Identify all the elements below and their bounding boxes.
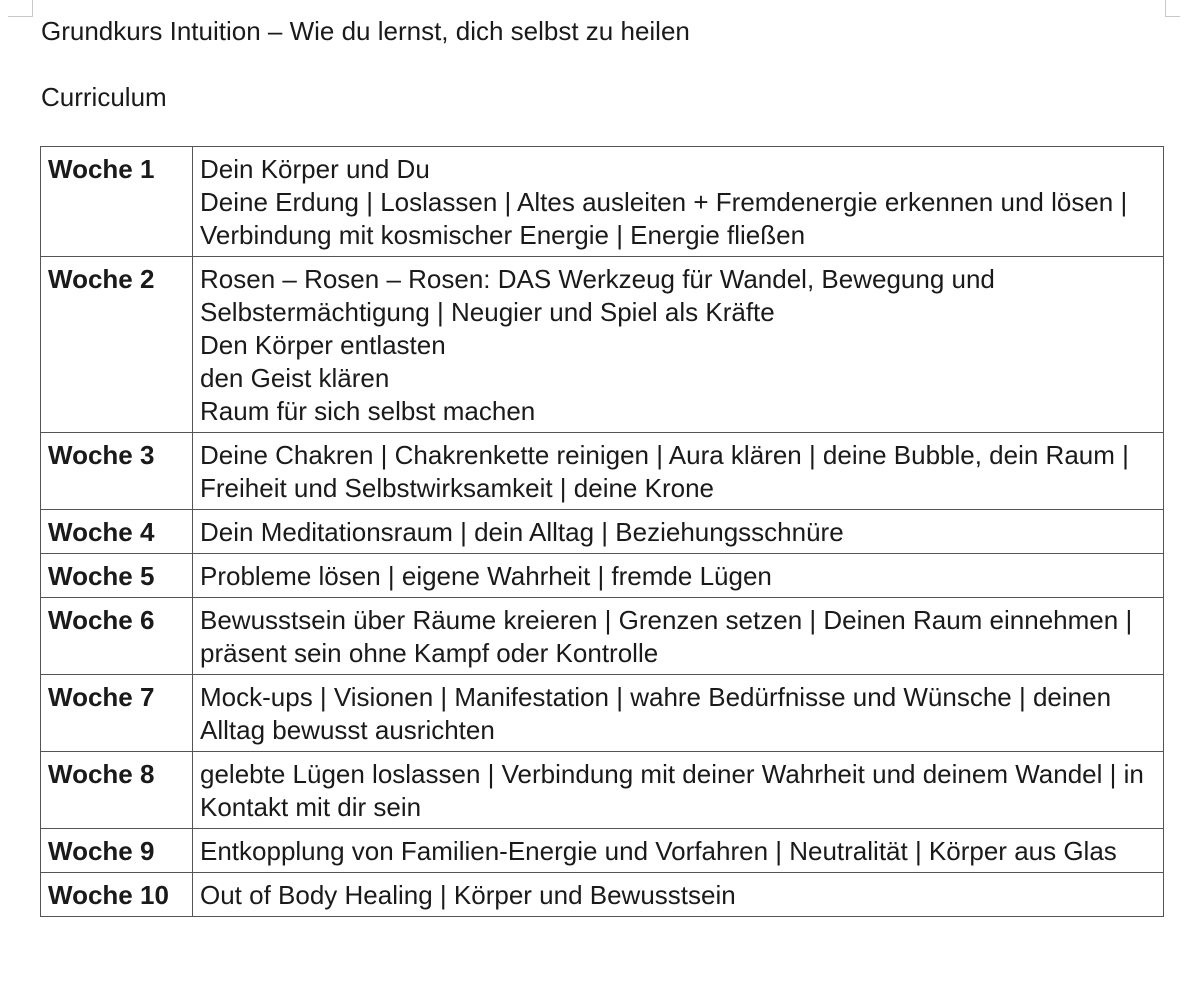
- week-content-cell[interactable]: [193, 752, 1164, 829]
- week-content-cell[interactable]: [193, 675, 1164, 752]
- content-line: Out of Body Healing | Körper und Bewusstsein: [200, 880, 736, 910]
- table-row: [41, 510, 1164, 554]
- table-row: [41, 829, 1164, 873]
- week-label-cell[interactable]: Woche 2: [41, 257, 193, 433]
- table-row: [41, 257, 1164, 433]
- content-line: Entkopplung von Familien-Energie und Vorfahren | Neutralität | Körper aus Glas: [200, 836, 1117, 866]
- week-content-cell[interactable]: [193, 147, 1164, 257]
- curriculum-table: [40, 146, 1164, 917]
- week-label-cell[interactable]: Woche 10: [41, 873, 193, 917]
- week-content-cell[interactable]: [193, 598, 1164, 675]
- content-line: Deine Erdung | Loslassen | Altes ausleiten + Fremdenergie erkennen und lösen | Verbindung mit kosmischer Energie | Energie fließen: [200, 187, 1128, 250]
- content-line: Dein Körper und Du: [200, 154, 430, 184]
- table-row: [41, 433, 1164, 510]
- table-row: [41, 147, 1164, 257]
- week-content-cell[interactable]: [193, 510, 1164, 554]
- table-row: [41, 675, 1164, 752]
- week-label-cell[interactable]: Woche 1: [41, 147, 193, 257]
- page-corner-mark-left: [8, 0, 33, 17]
- content-line: Dein Meditationsraum | dein Alltag | Beziehungsschnüre: [200, 517, 844, 547]
- page-corner-mark-right: [1165, 0, 1180, 17]
- week-label-cell[interactable]: Woche 5: [41, 554, 193, 598]
- week-label-cell[interactable]: Woche 6: [41, 598, 193, 675]
- week-content-cell[interactable]: [193, 554, 1164, 598]
- content-line: Raum für sich selbst machen: [200, 396, 536, 426]
- content-line: Mock-ups | Visionen | Manifestation | wahre Bedürfnisse und Wünsche | deinen Alltag bewusst ausrichten: [200, 682, 1112, 745]
- week-label-cell[interactable]: Woche 4: [41, 510, 193, 554]
- content-line: Den Körper entlasten: [200, 330, 446, 360]
- week-label-cell[interactable]: Woche 7: [41, 675, 193, 752]
- week-label-cell[interactable]: Woche 9: [41, 829, 193, 873]
- table-row: [41, 598, 1164, 675]
- content-line: Deine Chakren | Chakrenkette reinigen | Aura klären | deine Bubble, dein Raum | Freiheit und Selbstwirksamkeit | deine Krone: [200, 440, 1129, 503]
- week-content-cell[interactable]: [193, 829, 1164, 873]
- content-line: gelebte Lügen loslassen | Verbindung mit deiner Wahrheit und deinem Wandel | in Kontakt mit dir sein: [200, 759, 1144, 822]
- content-line: den Geist klären: [200, 363, 390, 393]
- table-row: [41, 554, 1164, 598]
- week-content-cell[interactable]: [193, 433, 1164, 510]
- curriculum-table-body: [41, 147, 1164, 917]
- document-subtitle[interactable]: Curriculum: [41, 82, 167, 112]
- content-line: Bewusstsein über Räume kreieren | Grenzen setzen | Deinen Raum einnehmen | präsent sein ohne Kampf oder Kontrolle: [200, 605, 1133, 668]
- week-content-cell[interactable]: [193, 257, 1164, 433]
- table-row: [41, 873, 1164, 917]
- table-row: [41, 752, 1164, 829]
- document-title[interactable]: Grundkurs Intuition – Wie du lernst, dich selbst zu heilen: [41, 16, 690, 46]
- content-line: Probleme lösen | eigene Wahrheit | fremde Lügen: [200, 561, 772, 591]
- content-line: Rosen – Rosen – Rosen: DAS Werkzeug für Wandel, Bewegung und Selbstermächtigung | Neugier und Spiel als Kräfte: [200, 264, 995, 327]
- week-label-cell[interactable]: Woche 8: [41, 752, 193, 829]
- week-content-cell[interactable]: [193, 873, 1164, 917]
- week-label-cell[interactable]: Woche 3: [41, 433, 193, 510]
